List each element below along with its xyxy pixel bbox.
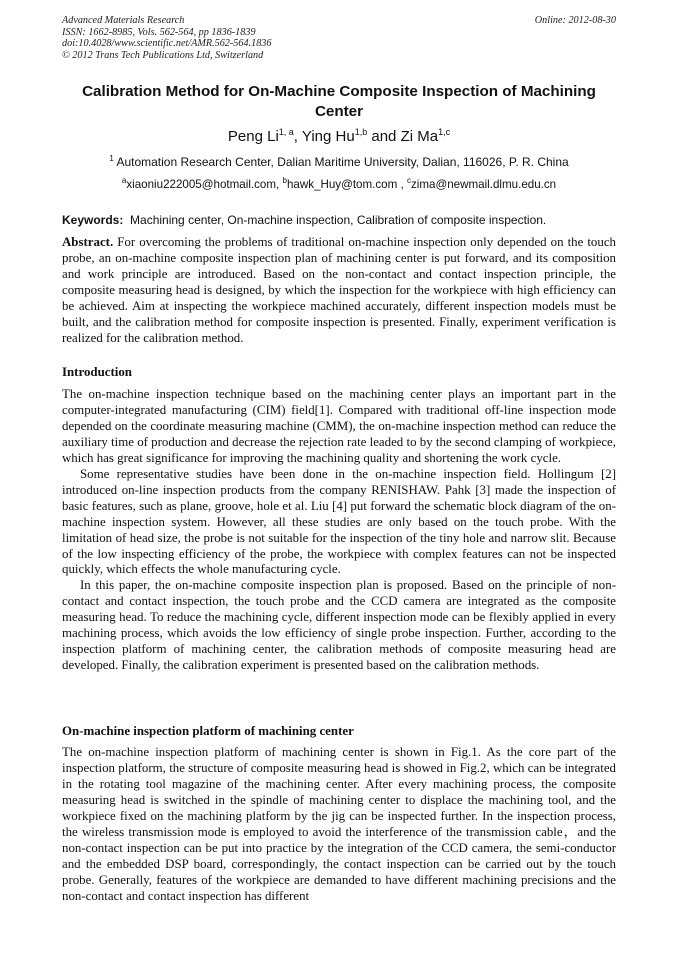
issn-line: ISSN: 1662-8985, Vols. 562-564, pp 1836-1839: [62, 26, 256, 38]
email-separator: ,: [397, 178, 407, 191]
section-heading-platform: On-machine inspection platform of machining center: [62, 724, 354, 738]
affiliation: [62, 155, 616, 170]
paper-title: Calibration Method for On-Machine Composite Inspection of Machining Center: [82, 83, 596, 120]
section-platform: [62, 745, 616, 905]
email-address: hawk_Huy@tom.com: [286, 178, 398, 191]
email-address: zima@newmail.dlmu.edu.cn: [410, 178, 557, 191]
copyright-line: © 2012 Trans Tech Publications Ltd, Switzerland: [62, 49, 264, 61]
section-introduction: [62, 387, 616, 674]
keywords-line: [62, 212, 616, 228]
author-name: Ying Hu: [301, 128, 355, 145]
author-separator: and: [367, 128, 401, 145]
email-mark: a: [121, 176, 127, 185]
abstract: [62, 235, 616, 347]
email-address: xiaoniu222005@hotmail.com: [126, 178, 277, 191]
paragraph: Some representative studies have been done in the on-machine inspection field. Hollingum [2] introduced on-line inspection products from the company RENISHAW. Pahk [3] made the inspection of basic features, such as plane, groove, hole et al. Liu [4] put forward the schematic block diagram of the on-machine inspection system. However, all these studies are only based on the touch probe. With the limitation of head size, the probe is not suitable for the inspection of the tiny hole and narrow slit. Because of the low inspecting efficiency of the probe, the workpiece with complex features can not be inspected quickly, which effects the whole manufacturing cycle.: [62, 466, 616, 577]
author-separator: ,: [293, 128, 302, 145]
keywords-text: Machining center, On-machine inspection, Calibration of composite inspection.: [130, 213, 547, 227]
journal-name: Advanced Materials Research: [62, 15, 185, 26]
journal-header: [62, 15, 616, 61]
email-mark: c: [406, 176, 411, 185]
author-affil-mark: 1,b: [354, 127, 368, 137]
email-list: [62, 177, 616, 192]
author-name: Zi Ma: [400, 128, 439, 145]
author-affil-mark: 1,c: [438, 127, 451, 137]
email-mark: b: [282, 176, 287, 185]
affiliation-mark: 1: [109, 154, 114, 163]
keywords-label: Keywords:: [62, 213, 124, 227]
author-name: Peng Li: [227, 128, 279, 145]
online-date: Online: 2012-08-30: [534, 15, 616, 26]
paragraph: The on-machine inspection platform of machining center is shown in Fig.1. As the core part of the inspection platform, the structure of composite measuring head is showed in Fig.2, which can be integrated in the rotating tool magazine of the machining center. After every machining process, the composite measuring head is switched in the spindle of machining center to displace the machining tool, and the workpiece fixed on the machining platform by the jig can be inspected further. In the inspection process, the wireless transmission mode is employed to avoid the interference of the transmission cable，and the non-contact inspection can be put into practice by the integration of the CCD camera, the semi-conductor and the embedded DSP board, correspondingly, the contact inspection can be carried out by the touch probe. Generally, features of the workpiece are demanded to have different machining precisions and the non-contact and contact inspection has different: [62, 745, 616, 903]
section-heading-introduction: Introduction: [62, 365, 132, 379]
email-separator: ,: [276, 178, 283, 191]
paragraph: In this paper, the on-machine composite inspection plan is proposed. Based on the principle of non-contact and contact inspection, the touch probe and the CCD camera are integrated as the composite measuring head. To reduce the machining cycle, different inspection mode can be flexibly applied in every machining process, which avoids the low efficiency of single probe inspection. Further, according to the inspection platform of machining center, the calibration methods of composite measuring head are developed. Finally, the calibration experiment is presented based on the calibration methods.: [62, 578, 616, 673]
doi-line: doi:10.4028/www.scientific.net/AMR.562-564.1836: [62, 38, 272, 50]
abstract-text: For overcoming the problems of traditional on-machine inspection only depended on the touch probe, an on-machine composite inspection plan of machining center is put forward, and its composition and work principle are introduced. Based on the non-contact and contact inspection principle, the composite measuring head is designed, by which the inspection for the workpiece with high efficiency can be achieved. Aim at inspecting the workpiece machined accurately, different inspection models must be built, and the calibration method for composite inspection is presented. Finally, experiment verification is realized for the calibration method.: [62, 235, 616, 345]
author-list: [62, 128, 616, 146]
affiliation-text: Automation Research Center, Dalian Maritime University, Dalian, 116026, P. R. China: [116, 155, 569, 169]
paragraph: The on-machine inspection technique based on the machining center plays an important part in the computer-integrated manufacturing (CIM) field[1]. Compared with traditional off-line inspection mode depended on the coordinate measuring machine (CMM), the on-machine inspection method can reduce the auxiliary time of production and decrease the rejection rate leaded to by the second clamping of workpiece, which has great significance for improving the machining quality and shortening the work cycle.: [62, 387, 616, 465]
abstract-label: Abstract.: [62, 235, 114, 249]
author-affil-mark: 1, a: [278, 127, 294, 137]
